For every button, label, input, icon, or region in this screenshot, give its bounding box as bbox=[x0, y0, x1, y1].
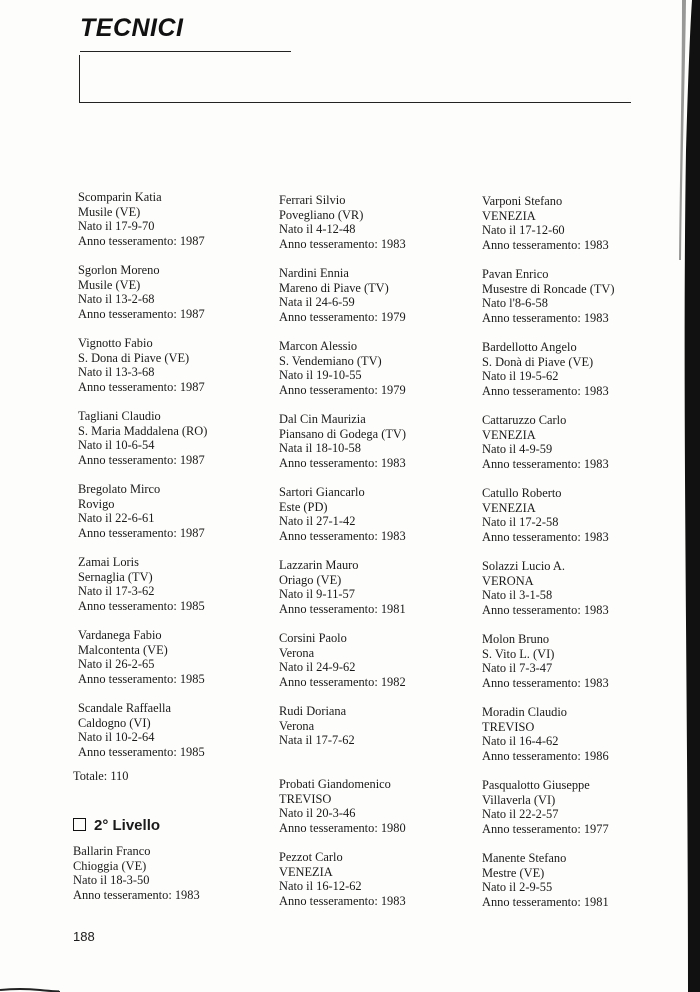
entry-membership-year: Anno tesseramento: 1981 bbox=[279, 601, 406, 616]
directory-entry bbox=[279, 266, 406, 324]
entry-birth: Nato il 20-3-46 bbox=[279, 806, 356, 821]
entry-name: Bardellotto Angelo bbox=[482, 340, 577, 354]
level-heading bbox=[73, 817, 160, 834]
entry-membership-year: Anno tesseramento: 1980 bbox=[279, 820, 406, 835]
entry-birth: Nato l'8-6-58 bbox=[482, 296, 548, 311]
entry-birth: Nato il 22-6-61 bbox=[78, 511, 155, 526]
entry-name: Catullo Roberto bbox=[482, 486, 562, 500]
page-number: 188 bbox=[73, 929, 95, 944]
directory-entry bbox=[279, 412, 406, 470]
entry-name: Pasqualotto Giuseppe bbox=[482, 778, 590, 792]
entry-name: Pavan Enrico bbox=[482, 267, 549, 281]
entry-membership-year: Anno tesseramento: 1979 bbox=[279, 382, 406, 397]
entry-place: Musestre di Roncade (TV) bbox=[482, 281, 615, 296]
entry-place: VENEZIA bbox=[482, 208, 536, 223]
directory-entry bbox=[78, 409, 207, 467]
entry-membership-year: Anno tesseramento: 1983 bbox=[482, 310, 609, 325]
entry-birth: Nato il 17-9-70 bbox=[78, 219, 155, 234]
entry-birth: Nato il 24-9-62 bbox=[279, 660, 356, 675]
directory-entry bbox=[482, 851, 609, 909]
entry-membership-year: Anno tesseramento: 1983 bbox=[482, 237, 609, 252]
entry-name: Bregolato Mirco bbox=[78, 482, 161, 496]
entry-place: Oriago (VE) bbox=[279, 572, 342, 587]
entry-place: TREVISO bbox=[482, 719, 535, 734]
entry-membership-year: Anno tesseramento: 1987 bbox=[78, 233, 205, 248]
entry-place: S. Donà di Piave (VE) bbox=[482, 354, 594, 369]
entry-membership-year: Anno tesseramento: 1983 bbox=[279, 455, 406, 470]
directory-entry bbox=[482, 267, 614, 325]
entry-name: Cattaruzzo Carlo bbox=[482, 413, 567, 427]
entry-birth: Nato il 19-5-62 bbox=[482, 369, 559, 384]
entry-place: Mestre (VE) bbox=[482, 865, 545, 880]
entry-membership-year: Anno tesseramento: 1981 bbox=[482, 894, 609, 909]
directory-entry bbox=[482, 632, 609, 690]
entry-name: Tagliani Claudio bbox=[78, 409, 161, 423]
entry-name: Nardini Ennia bbox=[279, 266, 349, 280]
entry-place: Piansano di Godega (TV) bbox=[279, 426, 406, 441]
entry-place: Rovigo bbox=[78, 496, 115, 511]
entry-birth: Nato il 17-2-58 bbox=[482, 515, 559, 530]
entry-birth: Nato il 10-2-64 bbox=[78, 730, 155, 745]
directory-entry bbox=[78, 190, 205, 248]
entry-membership-year: Anno tesseramento: 1987 bbox=[78, 306, 205, 321]
entry-place: Verona bbox=[279, 718, 315, 733]
entry-membership-year: Anno tesseramento: 1986 bbox=[482, 748, 609, 763]
entry-membership-year: Anno tesseramento: 1987 bbox=[78, 379, 205, 394]
entry-name: Marcon Alessio bbox=[279, 339, 358, 353]
entry-membership-year: Anno tesseramento: 1985 bbox=[78, 671, 205, 686]
entry-place: VENEZIA bbox=[482, 427, 536, 442]
entry-membership-year: Anno tesseramento: 1983 bbox=[279, 893, 406, 908]
entry-name: Ballarin Franco bbox=[73, 844, 151, 858]
header-rule bbox=[79, 102, 631, 103]
directory-entry bbox=[482, 486, 609, 544]
entry-name: Solazzi Lucio A. bbox=[482, 559, 565, 573]
entry-birth: Nato il 10-6-54 bbox=[78, 438, 155, 453]
entry-name: Lazzarin Mauro bbox=[279, 558, 359, 572]
entry-name: Scandale Raffaella bbox=[78, 701, 171, 715]
directory-entry bbox=[279, 704, 355, 748]
entry-name: Varponi Stefano bbox=[482, 194, 563, 208]
entry-place: Musile (VE) bbox=[78, 204, 141, 219]
entry-membership-year: Anno tesseramento: 1983 bbox=[482, 456, 609, 471]
directory-entry bbox=[279, 631, 406, 689]
entry-birth: Nata il 17-7-62 bbox=[279, 733, 355, 748]
level-column bbox=[73, 844, 263, 902]
directory-entry bbox=[78, 555, 205, 613]
entry-name: Molon Bruno bbox=[482, 632, 550, 646]
entry-birth: Nato il 13-3-68 bbox=[78, 365, 155, 380]
directory-entry bbox=[78, 701, 205, 759]
entry-membership-year: Anno tesseramento: 1979 bbox=[279, 309, 406, 324]
entry-membership-year: Anno tesseramento: 1983 bbox=[73, 887, 200, 902]
header-box-edge bbox=[79, 55, 80, 102]
page-binding-edge bbox=[652, 0, 700, 992]
entry-place: S. Dona di Piave (VE) bbox=[78, 350, 190, 365]
entry-place: Caldogno (VI) bbox=[78, 715, 151, 730]
entry-birth: Nato il 13-2-68 bbox=[78, 292, 155, 307]
entry-place: Povegliano (VR) bbox=[279, 207, 364, 222]
entry-place: Chioggia (VE) bbox=[73, 858, 147, 873]
entry-birth: Nato il 17-3-62 bbox=[78, 584, 155, 599]
entry-name: Vignotto Fabio bbox=[78, 336, 153, 350]
entry-birth: Nato il 4-12-48 bbox=[279, 222, 356, 237]
directory-entry bbox=[279, 777, 406, 835]
entry-membership-year: Anno tesseramento: 1987 bbox=[78, 525, 205, 540]
entry-membership-year: Anno tesseramento: 1983 bbox=[279, 528, 406, 543]
directory-entry bbox=[279, 850, 406, 908]
checkbox-square-icon bbox=[73, 818, 86, 831]
entry-birth: Nato il 3-1-58 bbox=[482, 588, 553, 603]
entry-place: VERONA bbox=[482, 573, 534, 588]
entry-birth: Nato il 7-3-47 bbox=[482, 661, 553, 676]
entry-name: Rudi Doriana bbox=[279, 704, 347, 718]
entry-membership-year: Anno tesseramento: 1983 bbox=[482, 675, 609, 690]
entry-membership-year: Anno tesseramento: 1985 bbox=[78, 744, 205, 759]
entry-name: Dal Cin Maurizia bbox=[279, 412, 366, 426]
directory-entry bbox=[482, 778, 609, 836]
entry-membership-year: Anno tesseramento: 1983 bbox=[482, 383, 609, 398]
entry-birth: Nato il 16-4-62 bbox=[482, 734, 559, 749]
entry-membership-year: Anno tesseramento: 1983 bbox=[482, 529, 609, 544]
entry-place: VENEZIA bbox=[279, 864, 333, 879]
directory-entry bbox=[279, 193, 406, 251]
directory-entry bbox=[482, 413, 609, 471]
entry-name: Corsini Paolo bbox=[279, 631, 347, 645]
directory-entry bbox=[482, 705, 609, 763]
entry-place: Villaverla (VI) bbox=[482, 792, 556, 807]
entry-membership-year: Anno tesseramento: 1985 bbox=[78, 598, 205, 613]
entry-place: Sernaglia (TV) bbox=[78, 569, 153, 584]
entry-birth: Nato il 26-2-65 bbox=[78, 657, 155, 672]
directory-entry bbox=[78, 482, 205, 540]
entry-name: Ferrari Silvio bbox=[279, 193, 346, 207]
entry-place: S. Vito L. (VI) bbox=[482, 646, 555, 661]
entry-name: Moradin Claudio bbox=[482, 705, 568, 719]
entry-name: Pezzot Carlo bbox=[279, 850, 343, 864]
directory-entry bbox=[279, 558, 406, 616]
entry-membership-year: Anno tesseramento: 1977 bbox=[482, 821, 609, 836]
entry-name: Sartori Giancarlo bbox=[279, 485, 365, 499]
entry-membership-year: Anno tesseramento: 1983 bbox=[279, 236, 406, 251]
entry-place: TREVISO bbox=[279, 791, 332, 806]
entry-birth: Nato il 9-11-57 bbox=[279, 587, 355, 602]
title-rule bbox=[80, 51, 291, 52]
scan-mark bbox=[0, 978, 60, 992]
entry-name: Probati Giandomenico bbox=[279, 777, 391, 791]
entry-birth: Nato il 18-3-50 bbox=[73, 873, 150, 888]
level-heading-text: 2° Livello bbox=[94, 817, 161, 834]
entry-place: VENEZIA bbox=[482, 500, 536, 515]
directory-entry bbox=[78, 336, 205, 394]
entry-place: S. Vendemiano (TV) bbox=[279, 353, 382, 368]
entry-birth: Nato il 22-2-57 bbox=[482, 807, 559, 822]
entry-birth: Nato il 27-1-42 bbox=[279, 514, 356, 529]
directory-entry bbox=[78, 263, 205, 321]
entry-birth: Nata il 18-10-58 bbox=[279, 441, 361, 456]
entry-place: Malcontenta (VE) bbox=[78, 642, 168, 657]
entry-birth: Nato il 16-12-62 bbox=[279, 879, 362, 894]
directory-entry bbox=[73, 844, 263, 902]
entry-place: Mareno di Piave (TV) bbox=[279, 280, 389, 295]
entry-place: Musile (VE) bbox=[78, 277, 141, 292]
directory-entry bbox=[279, 339, 406, 397]
entry-name: Sgorlon Moreno bbox=[78, 263, 160, 277]
entry-name: Scomparin Katia bbox=[78, 190, 162, 204]
entry-name: Vardanega Fabio bbox=[78, 628, 162, 642]
entry-place: Verona bbox=[279, 645, 315, 660]
directory-entry bbox=[279, 485, 406, 543]
entry-birth: Nato il 17-12-60 bbox=[482, 223, 565, 238]
entry-name: Manente Stefano bbox=[482, 851, 567, 865]
entry-birth: Nata il 24-6-59 bbox=[279, 295, 355, 310]
entry-birth: Nato il 4-9-59 bbox=[482, 442, 553, 457]
total-count: Totale: 110 bbox=[73, 769, 129, 783]
directory-entry bbox=[482, 559, 609, 617]
entry-membership-year: Anno tesseramento: 1987 bbox=[78, 452, 205, 467]
directory-entry bbox=[482, 194, 609, 252]
directory-entry bbox=[482, 340, 609, 398]
entry-birth: Nato il 19-10-55 bbox=[279, 368, 362, 383]
entry-place: S. Maria Maddalena (RO) bbox=[78, 423, 208, 438]
entry-membership-year: Anno tesseramento: 1983 bbox=[482, 602, 609, 617]
directory-entry bbox=[78, 628, 205, 686]
entry-place: Este (PD) bbox=[279, 499, 328, 514]
entry-birth: Nato il 2-9-55 bbox=[482, 880, 553, 895]
entry-membership-year: Anno tesseramento: 1982 bbox=[279, 674, 406, 689]
page-title: TECNICI bbox=[80, 14, 184, 42]
entry-name: Zamai Loris bbox=[78, 555, 139, 569]
